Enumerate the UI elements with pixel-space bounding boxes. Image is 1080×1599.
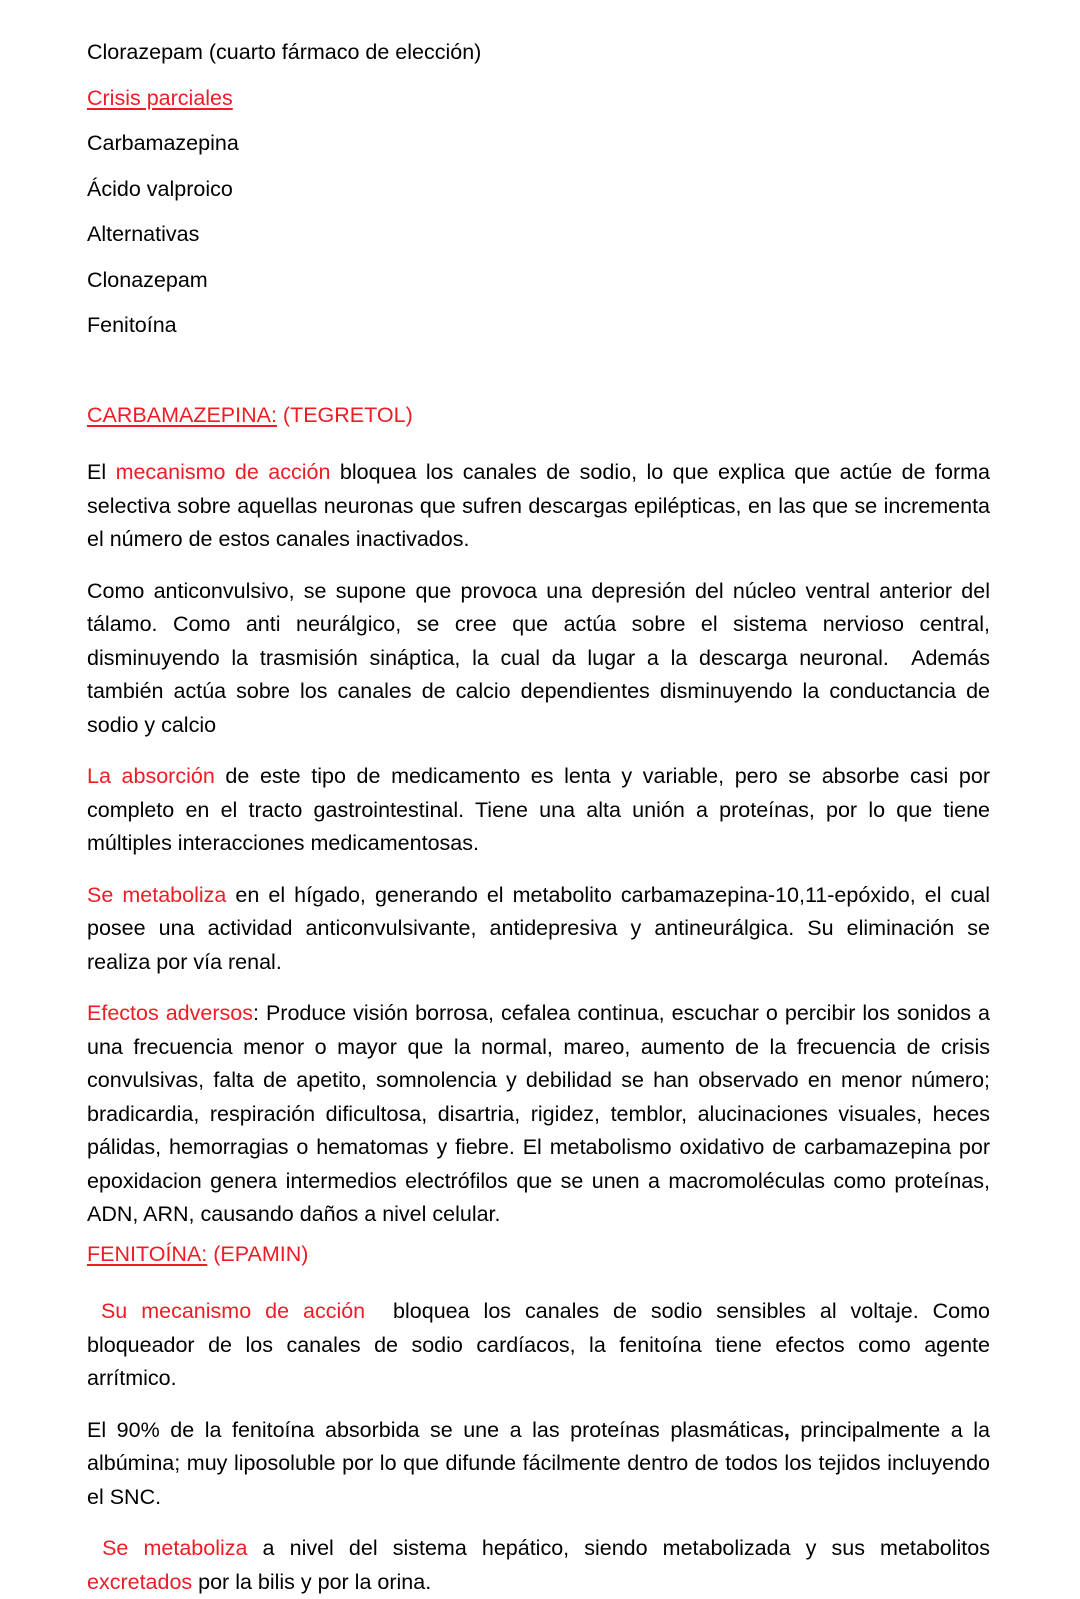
list-item: Clonazepam (87, 258, 990, 304)
section-fenitoina (87, 1232, 990, 1599)
paragraph-body: de este tipo de medicamento es lenta y variable, pero se absorbe casi por completo en el tracto gastrointestinal. Tiene una alta unión a proteínas, por lo que tiene múltiples interacciones medicamentosas. (87, 764, 996, 855)
heading-carbamazepina-brand: (TEGRETOL) (277, 403, 413, 427)
paragraph-lead-plain: El (87, 460, 116, 484)
highlight-mecanismo-de-accion: mecanismo de acción (116, 460, 331, 484)
paragraph-part-b: principalmente a la albúmina; muy liposoluble por lo que difunde fácilmente dentro de todos los tejidos incluyendo el SNC. (87, 1418, 996, 1509)
list-item: Alternativas (87, 212, 990, 258)
paragraph-fen-mecanismo-accion (87, 1295, 990, 1396)
paragraph-lead-plain (87, 1299, 101, 1323)
paragraph-part-a: El 90% de la fenitoína absorbida se une a las proteínas plasmáticas (87, 1418, 784, 1442)
bold-comma-mark: , (784, 1418, 790, 1442)
paragraph-fen-union-proteinas (87, 1414, 990, 1515)
highlight-efectos-adversos: Efectos adversos (87, 1001, 253, 1025)
list-item: Clorazepam (cuarto fármaco de elección) (87, 30, 990, 76)
paragraph-body: en el hígado, generando el metabolito carbamazepina-10,11-epóxido, el cual posee una actividad anticonvulsivante, antidepresiva y antineurálgica. Su eliminación se realiza por vía renal. (87, 883, 996, 974)
list-item-heading-crisis-parciales (87, 76, 990, 122)
heading-carbamazepina (87, 393, 990, 439)
highlight-se-metaboliza: Se metaboliza (102, 1536, 247, 1560)
paragraph-lead-plain (87, 1536, 102, 1560)
paragraph-tail: por la bilis y por la orina. (192, 1570, 431, 1594)
paragraph-body: Como anticonvulsivo, se supone que provoca una depresión del núcleo ventral anterior del tálamo. Como anti neurálgico, se cree que actúa sobre el sistema nervioso central, disminuyendo la trasmisión sináptica, la cual da lugar a la descarga neuronal. Además también actúa sobre los canales de calcio dependientes disminuyendo la conductancia de sodio y calcio (87, 579, 996, 737)
section-gap (87, 349, 990, 393)
highlight-la-absorcion: La absorción (87, 764, 215, 788)
list-item: Carbamazepina (87, 121, 990, 167)
paragraph-mecanismo-accion (87, 456, 990, 557)
paragraph-body: : Produce visión borrosa, cefalea continua, escuchar o percibir los sonidos a una frecuencia menor o mayor que la normal, mareo, aumento de la frecuencia de crisis convulsivas, falta de apetito, somnolencia y debilidad se han observado en menor número; bradicardia, respiración dificultosa, disartria, rigidez, temblor, alucinaciones visuales, heces pálidas, hemorragias o hematomas y fiebre. El metabolismo oxidativo de carbamazepina por epoxidacion genera intermedios electrófilos que se unen a macromoléculas como proteínas, ADN, ARN, causando daños a nivel celular. (87, 1001, 996, 1226)
heading-gap (87, 438, 990, 456)
paragraph-fen-metabolismo (87, 1532, 990, 1599)
highlight-se-metaboliza: Se metaboliza (87, 883, 226, 907)
paragraph-efectos-adversos (87, 997, 990, 1232)
drug-list-top (87, 30, 990, 349)
list-item: Ácido valproico (87, 167, 990, 213)
section-carbamazepina (87, 393, 990, 1232)
heading-carbamazepina-name: CARBAMAZEPINA: (87, 403, 277, 427)
heading-fenitoina (87, 1232, 990, 1278)
heading-fenitoina-brand: (EPAMIN) (207, 1242, 308, 1266)
paragraph-body: bloquea los canales de sodio sensibles al voltaje. Como bloqueador de los canales de sodio cardíacos, la fenitoína tiene efectos como agente arrítmico. (87, 1299, 996, 1390)
heading-fenitoina-name: FENITOÍNA: (87, 1242, 207, 1266)
paragraph-anticonvulsivo (87, 575, 990, 743)
list-item: Fenitoína (87, 303, 990, 349)
highlight-su-mecanismo-de-accion: Su mecanismo de acción (101, 1299, 365, 1323)
highlight-excretados: excretados (87, 1570, 192, 1594)
paragraph-body: bloquea los canales de sodio, lo que explica que actúe de forma selectiva sobre aquellas neuronas que sufren descargas epilépticas, en las que se incrementa el número de estos canales inactivados. (87, 460, 996, 551)
paragraph-absorcion (87, 760, 990, 861)
crisis-parciales-label: Crisis parciales (87, 86, 233, 110)
paragraph-body: a nivel del sistema hepático, siendo metabolizada y sus metabolitos (247, 1536, 996, 1560)
paragraph-metabolismo (87, 879, 990, 980)
heading-gap (87, 1277, 990, 1295)
